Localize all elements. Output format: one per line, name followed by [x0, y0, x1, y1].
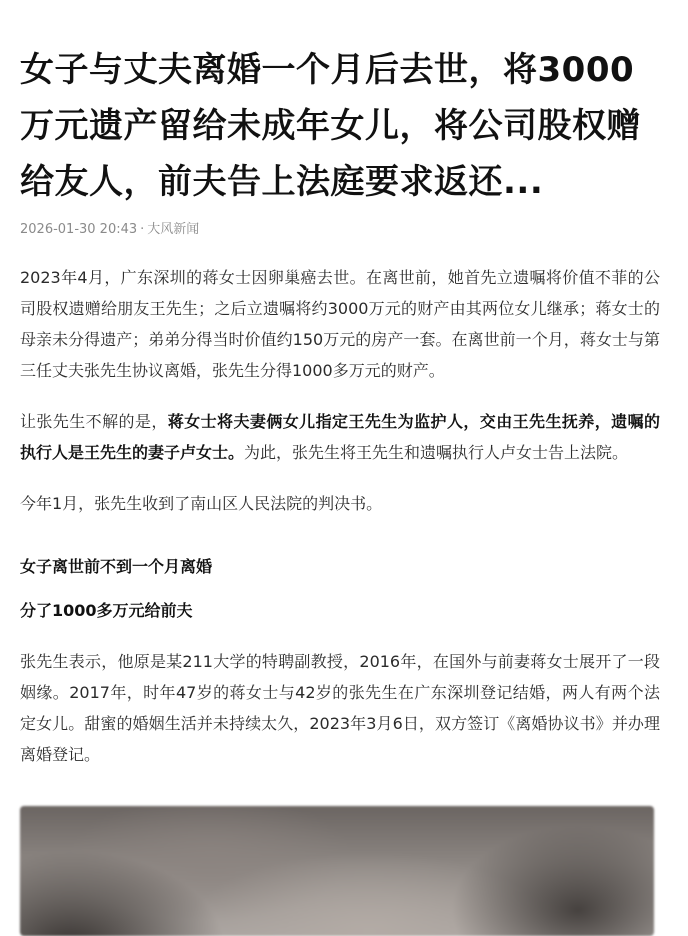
- source-link[interactable]: 大风新闻: [147, 222, 200, 237]
- article-meta: [20, 220, 660, 240]
- paragraph-3: 今年1月，张先生收到了南山区人民法院的判决书。: [20, 494, 383, 513]
- paragraph-2-emphasis: 蒋女士将夫妻俩女儿指定王先生为监护人，交由王先生抚养，遗嘱的执行人是王先生的妻子卢女士。: [20, 412, 660, 462]
- paragraph-4: 张先生表示，他原是某211大学的特聘副教授，2016年，在国外与前妻蒋女士展开了一段姻缘。2017年，时年47岁的蒋女士与42岁的张先生在广东深圳登记结婚，两人有两个法定女儿。甜蜜的婚姻生活并未持续太久，2023年3月6日，双方签订《离婚协议书》并办理离婚登记。: [20, 652, 660, 764]
- paragraph-1: 2023年4月，广东深圳的蒋女士因卵巢癌去世。在离世前，她首先立遗嘱将价值不菲的公司股权遗赠给朋友王先生；之后立遗嘱将约3000万元的财产由其两位女儿继承；蒋女士的母亲未分得遗产；弟弟分得当时价值约150万元的房产一套。在离世前一个月，蒋女士与第三任丈夫张先生协议离婚，张先生分得1000多万元的财产。: [20, 268, 660, 380]
- article-photo[interactable]: [20, 806, 654, 936]
- paragraph-2: [20, 406, 660, 468]
- paragraph-2-tail: 为此，张先生将王先生和遗嘱执行人卢女士告上法院。: [244, 443, 629, 462]
- meta-separator: ·: [140, 222, 145, 237]
- section-subheading-1: 女子离世前不到一个月离婚: [20, 557, 213, 576]
- publish-datetime: 2026-01-30 20:43: [20, 222, 138, 237]
- section-subheading-2: 分了1000多万元给前夫: [20, 601, 193, 620]
- article-body: [20, 262, 660, 770]
- article-title: 女子与丈夫离婚一个月后去世，将3000万元遗产留给未成年女儿，将公司股权赠给友人，前夫告上法庭要求返还...: [20, 50, 641, 202]
- article: [20, 0, 660, 790]
- paragraph-2-lead: 让张先生不解的是，: [20, 412, 168, 431]
